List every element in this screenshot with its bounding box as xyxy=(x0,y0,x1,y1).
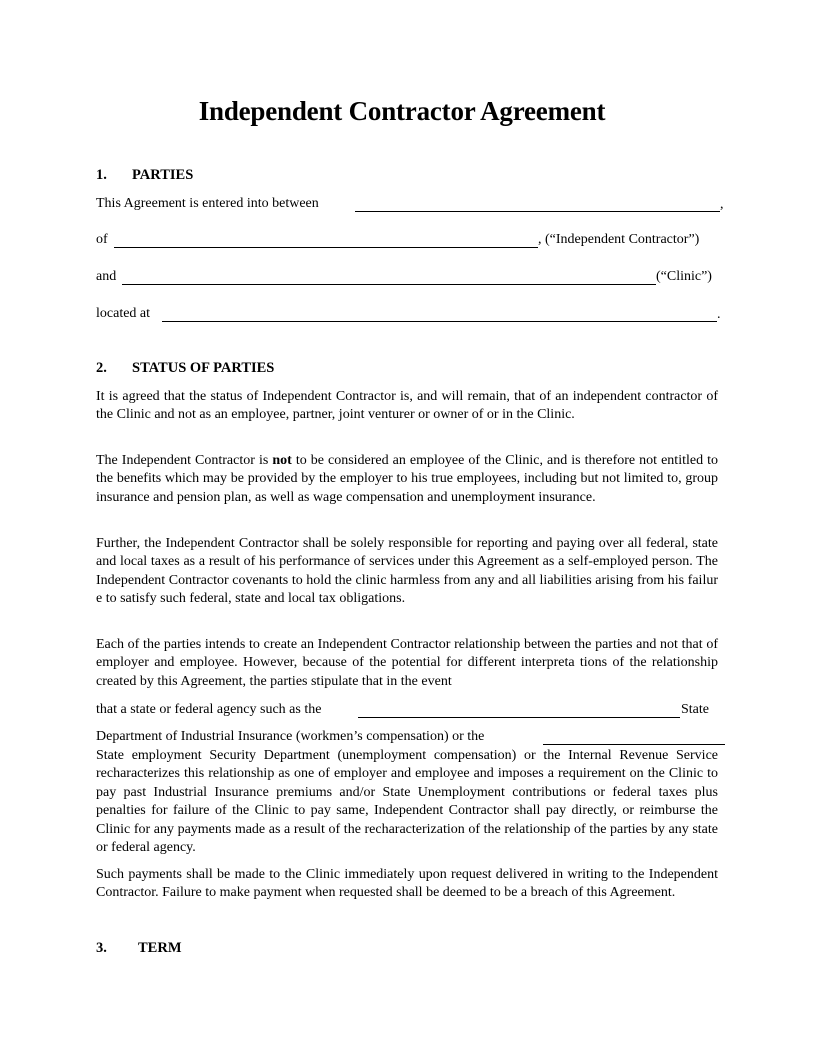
contractor-address-blank[interactable] xyxy=(114,247,538,248)
section-3-number: 3. xyxy=(96,940,107,956)
parties-line-2-label: of xyxy=(96,232,108,247)
section-3-title: TERM xyxy=(138,940,182,956)
section-2-heading xyxy=(96,360,274,377)
status-paragraph-3: Further, the Independent Contractor shall be solely responsible for reporting and paying over all federal, state and local taxes as a result of his performance of services under this Agreement as a self-employed person. The Independent Contractor covenants to hold the clinic harmless from any and all liabilities arising from his failur e to satisfy such federal, state and local tax obligations. xyxy=(96,536,718,607)
not-emphasis: not xyxy=(272,453,292,468)
status-paragraph-7: Such payments shall be made to the Clinic immediately upon request delivered in writing to the Independent Contractor. Failure to make payment when requested shall be deemed to be a breach of this Agreement. xyxy=(96,867,718,901)
status-paragraph-4: Each of the parties intends to create an Independent Contractor relationship between the parties and not that of employer and employee. However, because of the potential for different interpreta tions of the relationship created by this Agreement, the parties stipulate that in the event xyxy=(96,637,718,689)
clinic-name-blank[interactable] xyxy=(122,284,656,285)
department-blank[interactable] xyxy=(543,744,725,745)
status-paragraph-2-end: to be considered an employee of the Clinic, and is therefore not entitled to the benefits which may be provided by the employer to his true employees, including but not limited to, group insurance and pension plan, as well as wage compensation and unemployment insurance. xyxy=(96,453,719,505)
state-agency-blank[interactable] xyxy=(358,717,680,718)
status-paragraph-1: It is agreed that the status of Independent Contractor is, and will remain, that of an independent contractor of the Clinic and not as an employee, partner, joint venturer or owner of or in the Clinic. xyxy=(96,389,718,423)
section-2-number: 2. xyxy=(96,360,107,376)
status-paragraph-6: State employment Security Department (unemployment compensation) or the Internal Revenue Service recharacterizes this relationship as one of employer and employee and imposes a requirement on the Clinic to pay past Industrial Insurance premiums and/or State Unemployment contributions or federal taxes plus penalties for failure of the Clinic to pay same, Independent Contractor shall pay directly, or reimburse the Clinic for any payments made as a result of the recharacterization of the relationship of the parties by any state or federal agency. xyxy=(96,748,718,856)
status-paragraph-2-start: The Independent Contractor is xyxy=(96,453,273,468)
clinic-label: (“Clinic”) xyxy=(656,269,712,284)
parties-line-1-label: This Agreement is entered into between xyxy=(96,196,319,211)
independent-contractor-label: , (“Independent Contractor”) xyxy=(538,232,700,247)
section-3-heading xyxy=(96,940,182,957)
department-line-label: Department of Industrial Insurance (workmen’s compensation) or the xyxy=(96,729,485,744)
parties-line-1-comma: , xyxy=(720,197,724,212)
parties-line-3-label: and xyxy=(96,269,117,284)
clinic-location-blank[interactable] xyxy=(162,321,717,322)
parties-line-4-label: located at xyxy=(96,306,151,321)
state-agency-line-label: that a state or federal agency such as the xyxy=(96,702,322,717)
state-agency-line-end: State xyxy=(681,702,709,717)
section-1-heading xyxy=(96,167,193,184)
document-title: Independent Contractor Agreement xyxy=(198,96,606,126)
section-1-number: 1. xyxy=(96,167,107,183)
section-2-title: STATUS OF PARTIES xyxy=(132,360,275,376)
first-party-name-blank[interactable] xyxy=(355,211,720,212)
section-1-title: PARTIES xyxy=(132,167,194,183)
parties-line-4-period: . xyxy=(717,307,721,322)
status-paragraph-2 xyxy=(96,452,718,507)
